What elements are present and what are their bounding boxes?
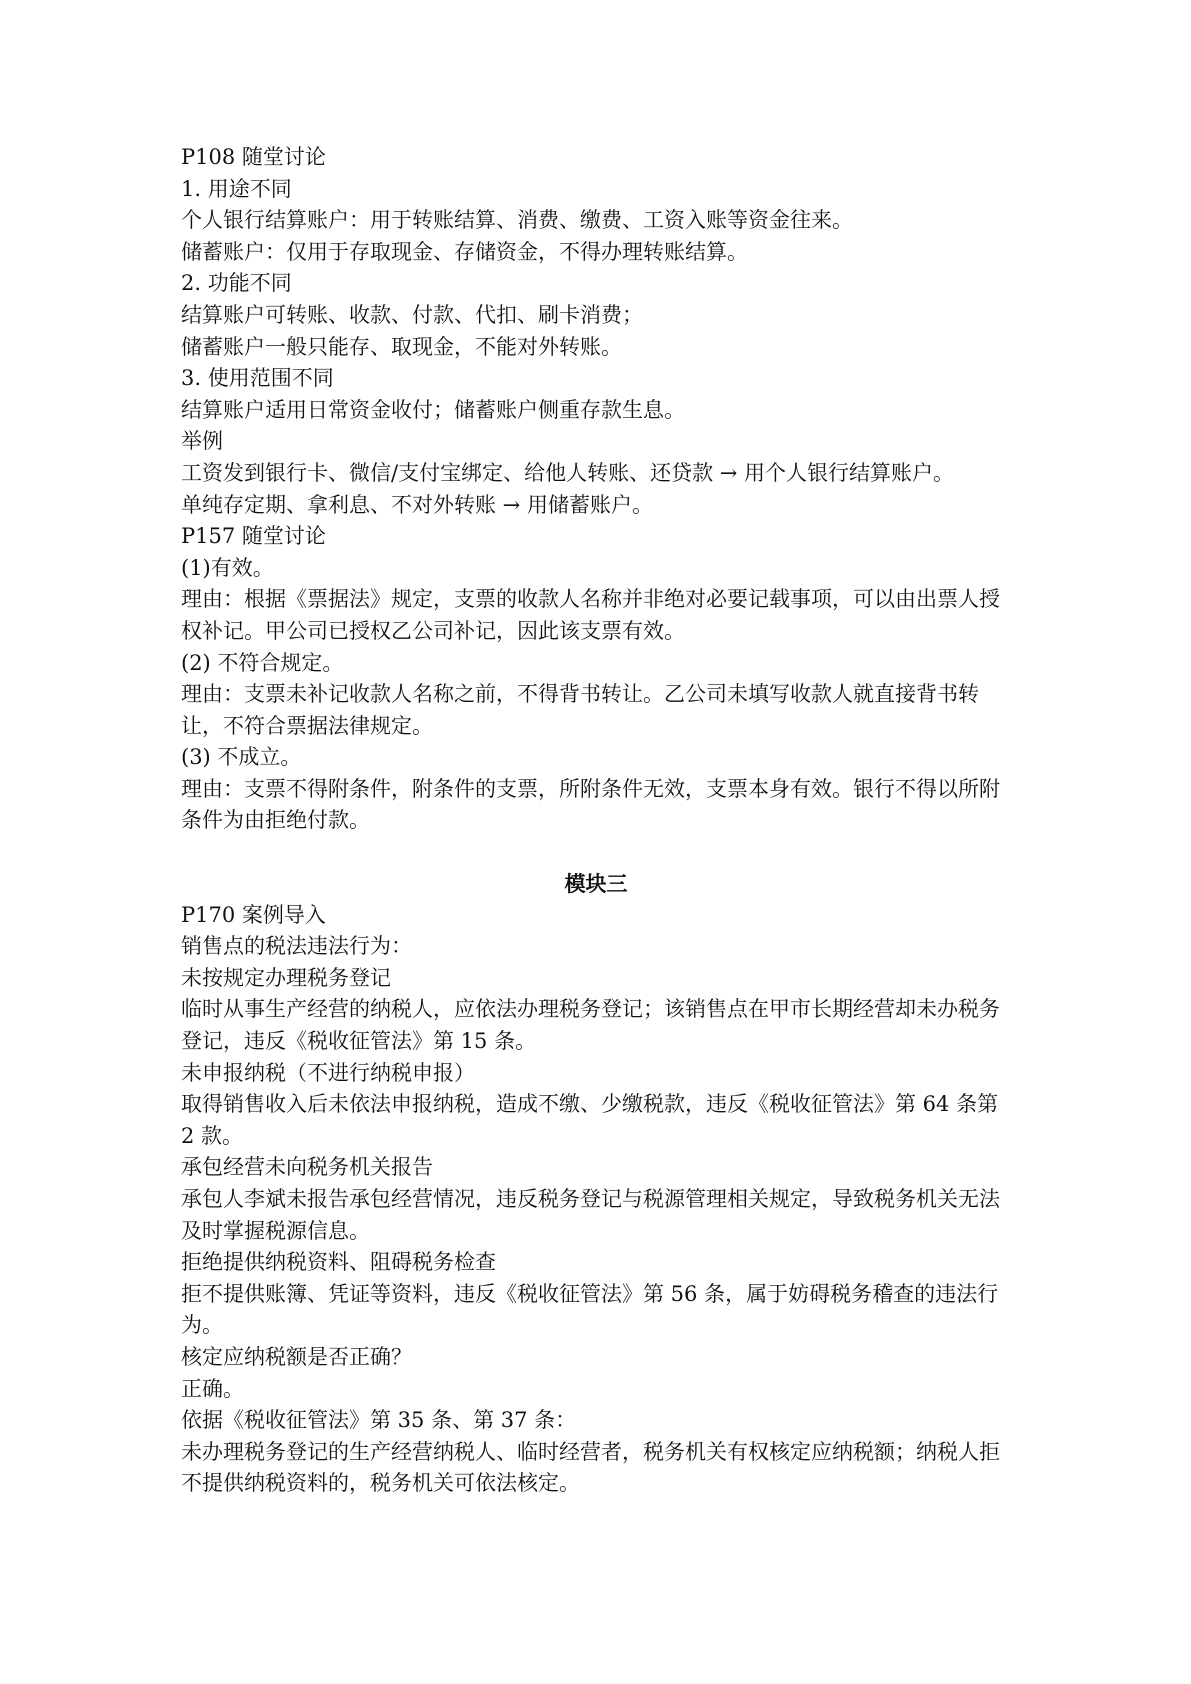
paragraph: 未办理税务登记的生产经营纳税人、临时经营者，税务机关有权核定应纳税额；纳税人拒不提供纳税资料的，税务机关可依法核定。 — [181, 1439, 1000, 1496]
paragraph: 3. 使用范围不同 — [181, 366, 334, 391]
paragraph: 销售点的税法违法行为： — [181, 934, 412, 959]
paragraph: 取得销售收入后未依法申报纳税，造成不缴、少缴税款，违反《税收征管法》第 64 条第 2 款。 — [181, 1092, 999, 1148]
paragraph: 结算账户适用日常资金收付；储蓄账户侧重存款生息。 — [181, 397, 685, 422]
paragraph: 工资发到银行卡、微信/支付宝绑定、给他人转账、还贷款 → 用个人银行结算账户。 — [181, 460, 955, 485]
paragraph: 理由：支票未补记收款人名称之前，不得背书转让。乙公司未填写收款人就直接背书转让，不符合票据法律规定。 — [181, 682, 979, 738]
paragraph: 理由：支票不得附条件，附条件的支票，所附条件无效，支票本身有效。银行不得以所附条件为由拒绝付款。 — [181, 776, 1000, 833]
paragraph: 承包经营未向税务机关报告 — [181, 1155, 433, 1180]
paragraph: 未申报纳税（不进行纳税申报） — [181, 1060, 475, 1085]
paragraph: 理由：根据《票据法》规定，支票的收款人名称并非绝对必要记载事项，可以由出票人授权补记。甲公司已授权乙公司补记，因此该支票有效。 — [181, 587, 1000, 643]
paragraph: (2) 不符合规定。 — [181, 650, 344, 675]
paragraph: 举例 — [181, 429, 223, 454]
paragraph: 个人银行结算账户：用于转账结算、消费、缴费、工资入账等资金往来。 — [181, 208, 853, 233]
paragraph: 储蓄账户一般只能存、取现金，不能对外转账。 — [181, 334, 622, 359]
paragraph: (3) 不成立。 — [181, 745, 302, 770]
paragraph: 1. 用途不同 — [181, 176, 292, 201]
paragraph: 未按规定办理税务登记 — [181, 965, 391, 990]
paragraph: 拒绝提供纳税资料、阻碍税务检查 — [181, 1250, 496, 1275]
paragraph: 储蓄账户：仅用于存取现金、存储资金，不得办理转账结算。 — [181, 239, 748, 264]
section-title-p108: P108 随堂讨论 — [181, 145, 326, 169]
paragraph: 拒不提供账簿、凭证等资料，违反《税收征管法》第 56 条，属于妨碍税务稽查的违法行为。 — [181, 1281, 999, 1338]
section-title-p157: P157 随堂讨论 — [181, 524, 326, 549]
module-heading: 模块三 — [564, 871, 628, 897]
paragraph: 依据《税收征管法》第 35 条、第 37 条： — [181, 1408, 577, 1433]
paragraph: 2. 功能不同 — [181, 271, 292, 296]
paragraph: (1)有效。 — [181, 555, 274, 580]
paragraph: 单纯存定期、拿利息、不对外转账 → 用储蓄账户。 — [181, 492, 653, 517]
paragraph: 承包人李斌未报告承包经营情况，违反税务登记与税源管理相关规定，导致税务机关无法及时掌握税源信息。 — [181, 1187, 1000, 1243]
document-body — [181, 142, 1011, 1500]
paragraph: 核定应纳税额是否正确？ — [181, 1344, 412, 1369]
section-title-p170: P170 案例导入 — [181, 902, 326, 927]
paragraph: 结算账户可转账、收款、付款、代扣、刷卡消费； — [181, 302, 643, 327]
paragraph: 临时从事生产经营的纳税人，应依法办理税务登记；该销售点在甲市长期经营却未办税务登记，违反《税收征管法》第 15 条。 — [181, 997, 1000, 1054]
paragraph: 正确。 — [181, 1376, 244, 1401]
